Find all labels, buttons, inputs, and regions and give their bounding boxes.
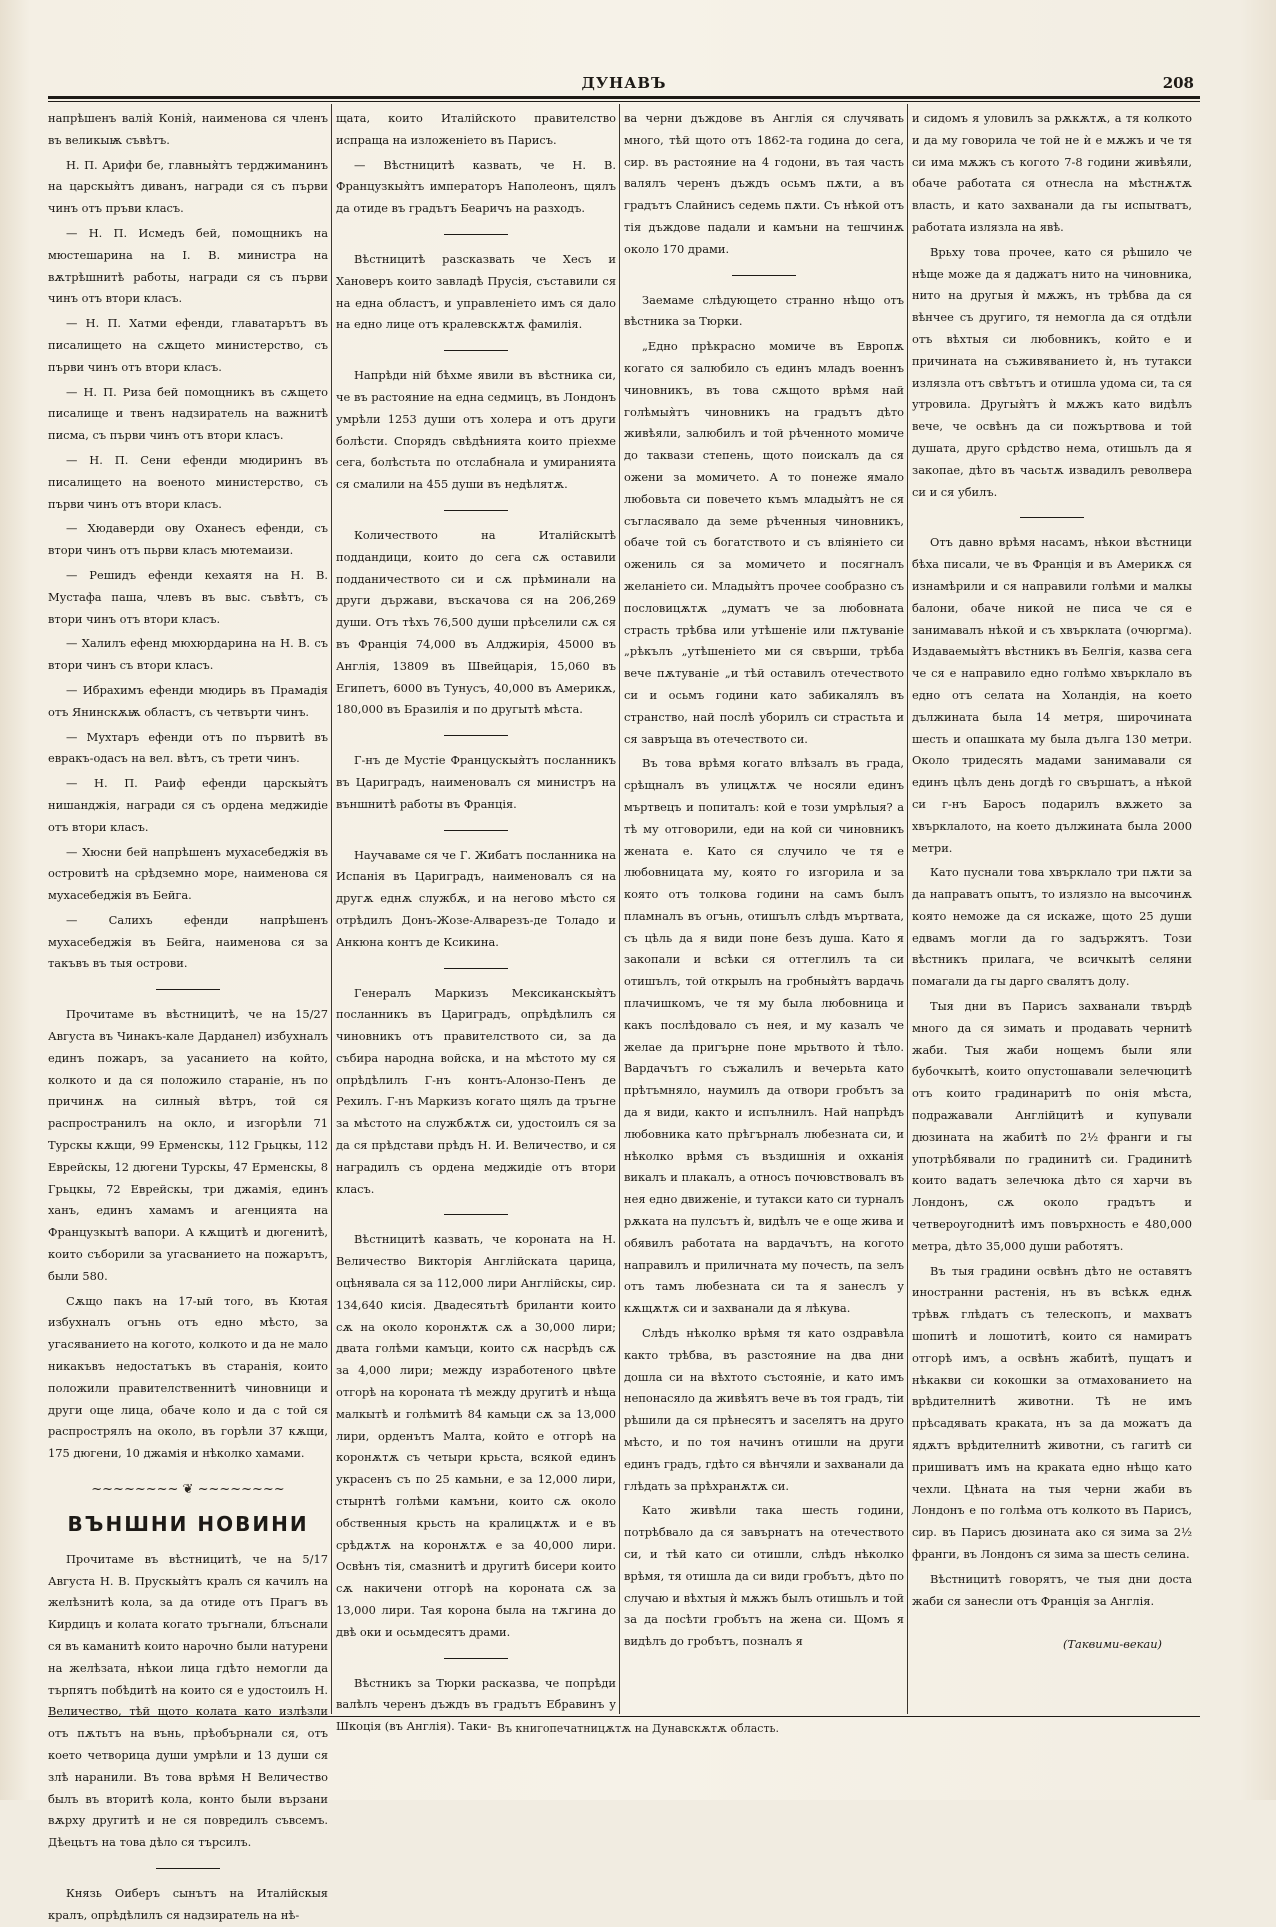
article-divider — [444, 968, 508, 969]
paragraph: напрѣшенъ валія̀ Конія̀, наименова ся членъ въ великыѭ съвѣтъ. — [48, 111, 328, 147]
paragraph: — Решидъ ефенди кехаятя на Н. В. Мустафа паша, члевъ въ выс. съвѣтъ, съ втори чинъ отъ втори класъ. — [48, 567, 328, 626]
paragraph: — Мухтаръ ефенди отъ по първитѣ въ евракъ-одасъ на вел. вѣтъ, съ трети чинъ. — [48, 729, 328, 766]
column-separator — [907, 104, 908, 1714]
column-separator — [331, 104, 332, 1714]
paragraph: Като живѣли така шесть години, потрѣбвало да ся завърнатъ на отечеството си, и тѣй като си отишли, слѣдъ нѣколко врѣмя, тя отишла да си види гробътъ, дѣто по случаю и вѣхтыя ѝ мѫжъ былъ отишьлъ и той за да посѣти гробътъ на жена си. Щомъ я видѣлъ до гробътъ, позналъ я — [624, 1503, 904, 1649]
paragraph: Г-нъ де Мустіе Францускыя̀тъ посланникъ въ Цариградъ, наименовалъ ся министръ на външнитѣ работы въ Франція. — [336, 753, 616, 811]
column-2 — [336, 108, 616, 1734]
paragraph: Вѣстницитѣ разсказвать че Хесъ и Хановеръ които завладѣ Прусія, съставили ся на една областъ, и управленіето имъ ся дало на едно лице отъ кралевскѫтѫ фамилія. — [336, 251, 616, 332]
paragraph: „Едно прѣкрасно момиче въ Европѫ когато ся залюбило съ единъ младъ военнъ чиновникъ, въ това сѫщото врѣмя най голѣмыя̀тъ чиновникъ на градътъ дѣто живѣяли, залюбилъ и той рѣченното момиче до таквази степень, щото поискалъ да ся ожени за момичето. А то понеже ямало любовьта си повечето къмъ младыя̀тъ не ся съгласявало да земе рѣченныя чиновникъ, обаче той съ богатството и съ вліяніето си ожениль ся за момичето и посягналъ желаніето си. Младыя̀тъ прочее сообразно съ пословицѫтѫ „думатъ че за любовната страсть трѣбва или утѣшеніе или пѫтуваніе „рѣкълъ „утѣшеніето ми ся свърши, трѣба вече пѫтуваніе „и тѣй оставилъ отечеството си и осьмъ години като забикалялъ въ странство, най послѣ уборилъ си страстьта и ся завръща въ отечеството си. — [624, 339, 904, 746]
paragraph: — Хюсни бей напрѣшенъ мухасебеджія въ островитѣ на срѣдземно море, наименова ся мухасебеджія въ Бейга. — [48, 844, 328, 903]
paragraph: — Н. П. Исмедъ бей, помощникъ на мюстешарина на І. В. министра на вѫтрѣшнитѣ работы, награди ся съ първи чинъ отъ втори класъ. — [48, 225, 328, 306]
paragraph: Сѫщо пакъ на 17-ый того, въ Кютая избухналъ огънь отъ едно мѣсто, за угасяванието на когото, колкото и да не мало никакъвъ недостатъкъ въ старанія, които положили правителственнитѣ чиновници и други още лица, обаче коло и да с той ся распрострялъ на около, въ горѣли 37 кѫщи, 175 дюгени, 10 джамія и нѣколко хамами. — [48, 1293, 328, 1461]
column-1 — [48, 108, 328, 1922]
article-divider — [444, 350, 508, 351]
article-divider — [444, 510, 508, 511]
source-attribution: (Таквими-векаи) — [1063, 1637, 1162, 1652]
column-4 — [912, 108, 1192, 1710]
paragraph: — Ибрахимъ ефенди мюдирь въ Прамадія отъ Янинскѫѭ областъ, съ четвърти чинъ. — [48, 682, 328, 719]
footer-rule — [48, 1716, 1200, 1717]
paragraph: Вѣстникъ за Тюрки расказва, че попрѣди валѣлъ черенъ дъждъ въ градътъ Ебравинъ у Шкоція (въ Англія). Таки- — [336, 1675, 616, 1734]
paragraph: — Халилъ ефенд мюхюрдарина на Н. В. съ втори чинъ съ втори класъ. — [48, 636, 328, 673]
paragraph: — Н. П. Раиф ефенди царскыя̀тъ нишанджія, награди ся съ ордена меджидіе отъ втори класъ. — [48, 776, 328, 834]
paragraph: Генералъ Маркизъ Мексиканскыя̀тъ посланникъ въ Цариградъ, опрѣдѣлилъ ся чиновникъ отъ правителството си, за да събира народна войска, и на мѣстото му ся опрѣдѣлилъ Г-нъ контъ-Алонзо-Пенъ де Рехилъ. Г-нъ Маркизъ когато щялъ да тръгне за мѣстото на службѫтѫ си, удостоилъ ся за да ся прѣдстави прѣдъ Н. И. Величество, и ся наградилъ съ ордена меджидіе отъ втори класъ. — [336, 985, 616, 1196]
printer-imprint: Въ книгопечатницѫтѫ на Дунавскѫтѫ область. — [496, 1722, 780, 1735]
paragraph: ва черни дъждове въ Англія ся случявать много, тѣй щото отъ 1862-та година до сега, сир. въ растояние на 4 годони, въ тая часть валялъ черенъ дъждъ осьмъ пѫти, а въ градътъ Слайнисъ седемь пѫти. Съ нѣкой отъ тія дъждове падали и камъни на тешчинѫ около 170 драми. — [624, 111, 904, 256]
paragraph: Н. П. Арифи бе, главныя̀тъ терджиманинъ на царскыя̀тъ диванъ, награди ся съ първи чинъ отъ пръви класъ. — [48, 157, 328, 216]
paragraph: и сидомъ я уловилъ за рѫкѫтѫ, а тя колкото и да му говорила че той не ѝ е мѫжъ и че тя си има мѫжъ съ когото 7-8 години живѣяли, обаче работата ся отнесла на мѣстнѫтѫ власть, и като захванали да гы испытватъ, работата излязла на явѣ. — [912, 111, 1192, 234]
paragraph: — Н. П. Риза бей помощникъ въ сѫщето писалище и твенъ надзиратель на важнитѣ писма, съ първи чинъ отъ втори класъ. — [48, 384, 328, 443]
paragraph: Слѣдъ нѣколко врѣмя тя като оздравѣла както трѣбва, въ разстояние на два дни дошла си на вѣхтото състояніе, и като имъ непонасяло да живѣятъ вече въ тоя градъ, тіи рѣшили да ся прѣнесятъ и заселятъ на друго мѣсто, и по тоя начинъ отишли на други единъ градъ, гдѣто ся вѣнчяли и захванали да глѣдать за прѣхранѫтѫ си. — [624, 1326, 904, 1493]
paragraph: Прочитаме въ вѣстницитѣ, че на 5/17 Августа Н. В. Прускыя̀тъ кралъ ся качилъ на желѣзнитѣ кола, за да отиде отъ Прагъ въ Кирдицъ и колата когато тръгнали, блъснали ся въ каманитѣ които нарочно были натурени на желѣзата, нѣкои лица гдѣто немогли да търпятъ побѣдитѣ на които ся е удостоилъ Н. Величество, тѣй щото колата като излѣзли отъ пѫтьтъ на вънь, прѣобърнали ся, отъ което четворица души умрѣли и 13 души ся злѣ наранили. Въ това врѣмя Н Величество былъ въ вторитѣ кола, конто были вързани вѫрху другитѣ и не ся повредилъ съвсемъ. Дѣецьтъ на това дѣло ся търсилъ. — [48, 1551, 328, 1850]
paragraph: Отъ давно врѣмя насамъ, нѣкои вѣстници бѣха писали, че въ Франція и въ Америкѫ ся изнамѣрили и ся направили голѣми и малкы балони, обаче никой не писа че ся е занимавалъ нѣкой и съ хвърклата (очюргмa). Издаваемыя̀тъ вѣстникъ въ Белгія, казва сега че ся е направило едно голѣмо хвърклало въ едно отъ селата на Холандія, на което дължината была 14 метря, широчината шесть и опашката му была дълга 130 метри. Около тридесять мадами занимавали ся единъ цѣлъ день догдѣ го свършатъ, а нѣкой си г-нъ Баросъ подарилъ вѫжето за хвърклалото, на което дължината была 2000 метри. — [912, 535, 1192, 855]
paragraph: Заемаме слѣдующето странно нѣщо отъ вѣстника за Тюрки. — [624, 292, 904, 329]
paragraph: — Салихъ ефенди напрѣшенъ мухасебеджія въ Бейга, наименова ся за такъвъ въ тыя острови. — [48, 912, 328, 971]
paragraph: Вѣстницитѣ казвать, че короната на Н. Величество Викторія Англійската царица, оцѣнявала ся за 112,000 лири Англійскы, сир. 134,640 кисія. Двадесятьтѣ бриланти които сѫ на около коронѫтѫ сѫ а 30,000 лири; двата голѣми камъци, които сѫ насрѣдъ сѫ за 4,000 лири; между изработеного цвѣте отгорѣ на короната тѣ между другитѣ и нѣща малкытѣ и голѣмитѣ 84 камьци сѫ за 13,000 лири, орденътъ Малта, който е отгорѣ на коронѫтѫ съ четыри крьста, всякой единъ украсенъ съ по 25 камьни, е за 12,000 лири, стырнтѣ голѣми камъни, които сѫ около обственныя крьсть на кралицѫтѫ и е въ срѣдѫтѫ на коронѫтѫ е за 40,000 лири. Освѣнъ тія, смазнитѣ и другитѣ бисери които сѫ накичени отгорѣ на короната сѫ за 13,000 лири. Тая корона была на тѫгина до двѣ оки и осьмдесятъ драми. — [336, 1232, 616, 1639]
article-divider — [732, 275, 796, 276]
ornament-divider: ~~~~~~~~ ❦ ~~~~~~~~ — [91, 1482, 285, 1498]
column-separator — [619, 104, 620, 1714]
article-divider — [1020, 517, 1084, 518]
paragraph: Напрѣди ній бѣхме явили въ вѣстника си, че въ растояние на една седмицъ, въ Лондонъ умрѣли 1253 души отъ холера и отъ други болѣсти. Спорядъ свѣдѣнията които пріехме сега, болѣстьта по отслабнала и умиранията ся смалили на 455 души въ недѣлятѫ. — [336, 368, 616, 492]
paragraph: Прочитаме въ вѣстницитѣ, че на 15/27 Августа въ Чинакъ-кале Дарданел) избухналъ единъ пожаръ, за уасанието на който, колкото и да ся положило стараніе, нъ по причинѫ на силныя̀ вѣтръ, той ся распространилъ на окло, и изгорѣли 71 Турскы кѫщи, 99 Ерменскы, 112 Грьцкы, 112 Еврейскы, 12 дюгени Турскы, 47 Ерменскы, 8 Грьцкы, 72 Еврейскы, три джамія, единъ ханъ, единъ хамамъ и агенцията на Французкытѣ вапори. А кѫщитѣ и дюгенитѣ, които съборили за угасванието на пожарътъ, были 580. — [48, 1007, 328, 1283]
article-divider — [156, 1868, 220, 1869]
paragraph: Въ това врѣмя когато влѣзалъ въ града, срѣщналъ въ улицѫтѫ че носяли единъ мъртвецъ и попиталъ: кой е този умрѣлыя? а тѣ му отговорили, еди на кой си чиновникъ жената е. Като ся случило че тя е любовницата му, която го изгорила и за която отъ толкова години на самъ былъ пламналъ въ огънь, отишълъ слѣдъ мъртвата, съ цѣль да я види поне безъ душа. Като я закопали и всѣки ся оттеглилъ та си отишълъ, той открылъ на гробныя̀тъ вардачь плачишкомъ, че тя му была любовница и какъ послѣдовало съ нея, и му казалъ че желае да пригърне поне мрьтвото ѝ тѣло. Вардачътъ го съжалилъ и вечерьта като прѣтъмняло, наумилъ да отвори гробътъ за да я види, както и испълнилъ. Най напрѣдъ любовника като прѣгърналъ любезната си, и нѣколко врѣмя съ въздишнія и охканія викалъ и плакалъ, а относъ почювствовалъ въ нея едно движеніе, и тутакси като си турналъ рѫката на пулсътъ ѝ, видѣлъ че е още жива и обявилъ работата на вардачътъ, на когото направилъ и приличната му почесть, па зелъ отъ тамъ любезната си та я занеслъ у кѫщѫтѫ си и захванали да я лѣкува. — [624, 756, 904, 1316]
article-divider — [444, 234, 508, 235]
article-divider — [444, 830, 508, 831]
paragraph: — Н. П. Сени ефенди мюдиринъ въ писалището на военото министерство, съ първи чинъ отъ втори класъ. — [48, 452, 328, 511]
article-divider — [444, 1214, 508, 1215]
column-3 — [624, 108, 904, 1710]
paragraph: щата, които Италійското правителство испраща на изложеніето въ Парисъ. — [336, 111, 616, 147]
article-divider — [156, 989, 220, 990]
paragraph: — Хюдаверди ову Оханесъ ефенди, съ втори чинъ отъ пьрви класъ мютемаизи. — [48, 521, 328, 558]
paragraph: Тыя дни въ Парисъ захванали твърдѣ много да ся зимать и продавать чернитѣ жаби. Тыя жаби нощемъ были яли бубочкытѣ, които опустошавали зелечюцитѣ отъ които градинаритѣ по онія мѣста, подражавали Англійцитѣ и купували дюзината на жабитѣ по 2½ франги и гы употрѣбявали по градинитѣ си. Градинитѣ които вадатъ зелечюка дѣто ся харчи въ Лондонъ, сѫ около градътъ и четвероугоднитѣ имъ повърхность е 480,000 метра, дѣто 35,000 души работятъ. — [912, 999, 1192, 1253]
header-rule-thin — [48, 101, 1200, 102]
paragraph: — Вѣстницитѣ казвать, че Н. В. Французкыя̀тъ императоръ Наполеонъ, щялъ да отиде въ градътъ Беаричъ на разходъ. — [336, 157, 616, 216]
section-heading: ВЪНШНИ НОВИНИ — [67, 1511, 309, 1536]
paragraph: — Н. П. Хатми ефенди, главатарътъ въ писалището на сѫщето министерство, съ първи чинъ отъ втори класъ. — [48, 316, 328, 374]
header-rule-thick — [48, 96, 1200, 99]
article-divider — [444, 1658, 508, 1659]
newspaper-title: ДУНАВЪ — [581, 74, 667, 92]
paragraph: Врьху това прочее, като ся рѣшило че нѣще може да я даджатъ нито на чиновника, нито на другыя ѝ мѫжъ, нъ трѣбва да ся вѣнчее съ другиго, тя немогла да ся отдѣли отъ вѣхтыя си любовникъ, който е и причината на съживяванието ѝ, нъ тутакси излязла отъ свѣтътъ и отишла удома си, та ся утровила. Другыя̀тъ ѝ мѫжъ като видѣлъ вече, че освѣнъ да си пожъртвова и той душата, друго срѣдство нема, отишьлъ да я закопае, дѣто въ часьтѫ извадилъ револвера си и ся убилъ. — [912, 244, 1192, 499]
paragraph: Въ тыя градини освѣнъ дѣто не оставятъ иностранни растенія, нъ въ всѣкѫ еднѫ трѣвѫ глѣдатъ съ телескопъ, и махватъ шопитѣ и лошотитѣ, които ся намиратъ отгорѣ имъ, а освѣнъ жабитѣ, пущатъ и нѣкакви си кокошки за отмахованието на врѣдителнитѣ животни. Тѣ не имъ прѣсадявать кракатa, нъ за да можатъ да ядѫтъ врѣдителнитѣ животни, съ гагитѣ си пришиватъ имъ на краката едно нѣщо като чехли. Цѣната на тыя черни жаби въ Лондонъ е по голѣма отъ колкото въ Парисъ, сир. въ Парисъ дюзината ако ся зима за 2½ франги, въ Лондонъ ся зима за шесть селина. — [912, 1263, 1192, 1561]
paragraph: Научаваме ся че Г. Жибатъ посланника на Испанія въ Цариградъ, наименовалъ ся на другѫ еднѫ службѫ, и на негово мѣсто ся отрѣдилъ Донъ-Жозе-Алварезъ-де Толадо и Анкюна контъ де Ксикина. — [336, 847, 616, 949]
paragraph: Количеството на Италійскытѣ поддандици, които до сега сѫ оставили подданичеството си и сѫ прѣминали на други държави, въскачова ся на 206,269 души. Отъ тѣхъ 76,500 души прѣселили сѫ ся въ Франція 74,000 въ Алджирія, 45000 въ Англія, 13809 въ Швейцарія, 15,060 въ Египетъ, 6000 въ Тунусъ, 40,000 въ Америкѫ, 180,000 въ Бразилія и по другытѣ мѣста. — [336, 527, 616, 717]
page-number: 208 — [1162, 74, 1194, 92]
paragraph: Вѣстницитѣ говорятъ, че тыя дни доста жаби ся занесли отъ Франція за Англія. — [912, 1571, 1192, 1608]
article-divider — [444, 735, 508, 736]
paragraph: Като пуснали това хвърклало три пѫти за да направатъ опытъ, то излязло на высочинѫ която неможе да ся искаже, щото 25 души едвамъ могли да го задържятъ. Този вѣстникъ прилага, че всичкытѣ селяни помагали да гы дарго свалятъ долу. — [912, 865, 1192, 989]
paragraph: Князь Оиберъ сынътъ на Италійскыя кралъ, опрѣдѣлилъ ся надзиратель на нѣ- — [48, 1885, 328, 1922]
